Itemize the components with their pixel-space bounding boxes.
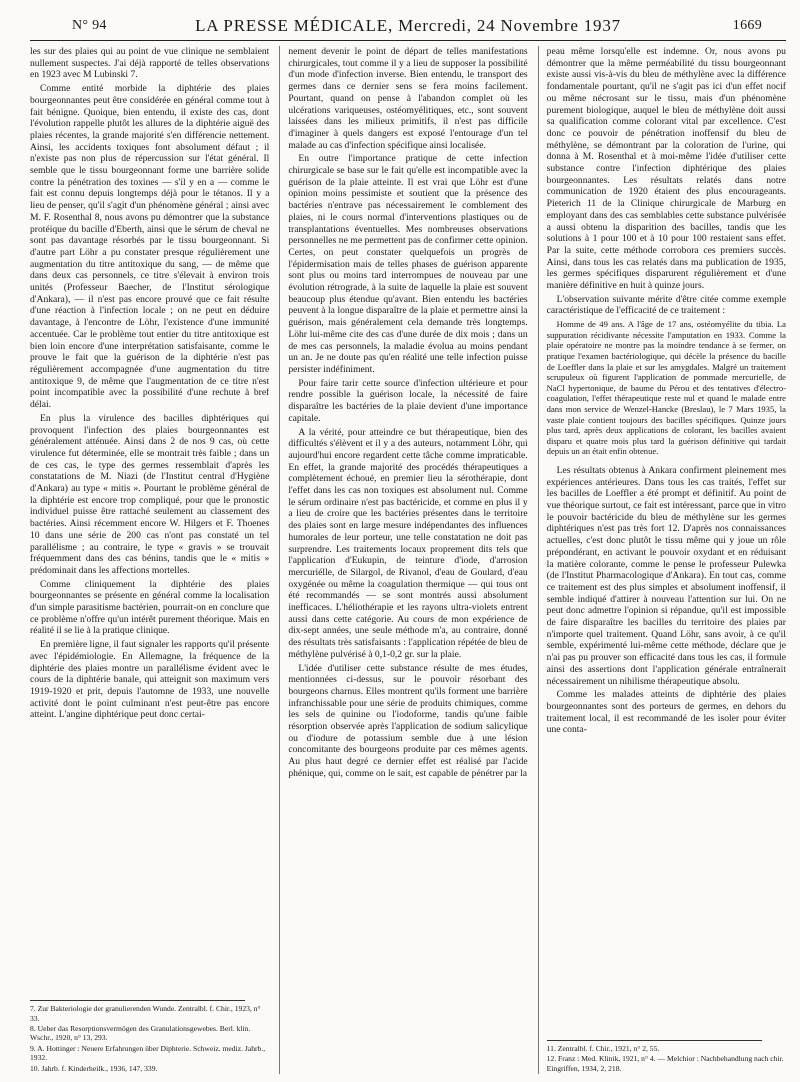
footnote: 9. A. Hottinger : Neuere Erfahrungen über Diphterie. Schweiz. mediz. Jahrb., 1932. xyxy=(30,1043,266,1063)
paragraph: Les résultats obtenus à Ankara confirment pleinement mes expériences antérieures. Dans tous les cas traités, l'effet sur les bacilles de Loeffler a été prompt et définitif. Au point de vue théorique surtout, ce fait est intéressant, parce que in vitro le pouvoir bactéricide du bleu de méthylène sur les germes diphtériques n'est pas très fort 12. D'après nos connaissances actuelles, c'est donc plutôt le tissu même qui y joue un rôle prépondérant, en activant le pouvoir oxydant et en réduisant la matière colorante, comme le pense le professeur Pulewka (de l'Institut Pharmacologique d'Ankara). En tout cas, comme ce traitement est des plus simples et absolument inoffensif, il semble indiqué d'attirer à nouveau l'attention sur lui. On ne peut donc admettre l'opinion si répandue, qu'il est impossible de faire disparaître les bacilles du territoire des plaies par n'importe quel traitement. Quand Löhr, sans avoir, à ce qu'il semble, expérimenté lui-même cette méthode, déclare que je n'ai pas pu prouver son efficacité dans tous les cas, il formule ainsi des assertions dont l'application générale entraînerait nécessairement un nihilisme thérapeutique absolu. xyxy=(546,464,786,687)
column-3 xyxy=(538,46,786,1074)
column-2 xyxy=(279,46,527,1074)
journal-title: LA PRESSE MÉDICALE, Mercredi, 24 Novembre 1937 xyxy=(195,16,621,35)
paragraph: En plus la virulence des bacilles diphtériques qui provoquent l'infection des plaies bourgeonnantes est généralement atténuée. Ainsi dans 2 de nos 9 cas, où cette virulence fut déterminée, elle se montrait très faible ; dans un de ces cas, le type des germes ressemblait d'après les constatations de M. Niazi (de l'Institut central d'Hygiène d'Ankara) au type « mitis ». Pourtant le problème général de la diphtérie est encore trop compliqué, pour que le pronostic individuel puisse être rattaché seulement au classement des bactéries. Ainsi récemment encore W. Hilgers et F. Thoenes 10 dans une série de 200 cas n'ont pas constaté un tel parallélisme ; au contraire, le type « gravis » se trouvait fréquemment dans des cas bénins, tandis que le « mitis » prédominait dans les affections mortelles. xyxy=(30,412,270,576)
paragraph: peau même lorsqu'elle est indemne. Or, nous avons pu démontrer que la même perméabilité du tissu bourgeonnant existe aussi vis-à-vis du bleu de méthylène avec la différence fondamentale pourtant, qu'il ne s'agit pas ici d'un effet nocif ou même nécrosant sur le tissu, mais d'un phénomène purement biologique, auquel le bleu de méthylène doit aussi sa qualification comme colorant vital par excellence. C'est donc ce pouvoir de pénétration inoffensif du bleu de méthylène, se démontrant par la coloration de l'urine, qui donna à M. Rosenthal et à moi-même l'idée d'utiliser cette substance contre l'infection diphtérique des plaies bourgeonnantes. Les résultats relatés dans notre communication de 1920 étaient des plus encourageants. Pieterich 11 de la Clinique chirurgicale de Marburg en employant dans des cas semblables cette substance pulvérisée a aussi obtenu la disparition des bacilles, tandis que les solutions à 1 pour 100 et à 10 pour 100 restaient sans effet. Par la suite, cette méthode corrobora ces premiers succès. Ainsi, dans tous les cas relatés dans ma publication de 1935, les germes spécifiques disparurent régulièrement et d'une manière définitive en huit à quinze jours. xyxy=(546,46,786,292)
text-columns xyxy=(30,46,786,1074)
footnote: 8. Ueber das Resorptionsvermögen des Granulationsgewebes. Berl. klin. Wschr., 1920, n° 13, 293. xyxy=(30,1023,251,1043)
footnote: 10. Jahrb. f. Kinderheilk., 1936, 147, 339. xyxy=(30,1063,158,1073)
header-rule xyxy=(30,40,786,41)
footnote: 7. Zur Bakteriologie der granulierenden Wunde. Zentralbl. f. Chir., 1923, n° 33. xyxy=(30,1004,261,1023)
paragraph: Comme entité morbide la diphtérie des plaies bourgeonnantes peut être considérée en général comme tout à fait bénigne. Quoique, bien entendu, il existe des cas, dont l'évolution rappelle plutôt les allures de la diphtérie aiguë des plaies récentes, la grande majorité s'en différencie nettement. Ainsi, les accidents toxiques font absolument défaut ; il n'existe pas non plus de répercussion sur l'état général. Il semble que le tissu bourgeonnant forme une barrière solide contre la pénétration des toxines — s'il y en a — comme le fait est connu depuis longtemps déjà pour le tétanos. Il y a lieu de penser, qu'il s'agit d'un phénomène général ; ainsi avec M. F. Rosenthal 8, nous avons pu démontrer que la substance protéique du bacille d'Eberth, ainsi que le sérum de cheval ne sont pas davantage résorbés par le tissu bourgeonnant. Si d'autre part Löhr a pu constater presque régulièrement une augmentation du titre antitoxique du sang, — de même que dans deux cas personnels, ce titre s'élevait à environ trois unités (Professeur Baecher, de l'Institut sérologique d'Ankara), — il n'est pas encore prouvé que ce fait résulte d'une réaction à l'infection locale ; on ne peut en déduire davantage, à l'encontre de Löhr, l'existence d'une immunité accentuée. Car le problème tout entier du titre antitoxique est bien loin encore d'une interprétation satisfaisante, comme le prouve le fait que la guérison de la diphtérie n'est pas régulièrement accompagnée d'une augmentation du titre antitoxique 9, de même que l'augmentation de ce titre n'est point incompatible avec la possibilité d'une rechute à bref délai. xyxy=(30,83,270,411)
footnote-rule xyxy=(547,1040,762,1041)
observation-case: Homme de 49 ans. A l'âge de 17 ans, ostéomyélite du tibia. La suppuration récidivante nécessite l'amputation en 1933. Comme la plaie opératoire ne montre pas la moindre tendance à se fermer, on pratique l'examen bactériologique, qui décèle la présence du bacille de Loeffler dans la plaie et sur les amygdales. Malgré un traitement scrupuleux où figurent l'application de pommade mercurielle, de NaCl hypertonique, de baume du Pérou et des tentatives d'électro-coagulation, l'effet thérapeutique reste nul et quand le malade entre dans mon service de Wenzel-Hancke (Breslau), le 7 Mars 1935, la vaste plaie contient toujours des bacilles spécifiques. Quinze jours plus tard, après deux applications de colorant, les bacilles avaient disparu et quatre mois plus tard la guérison définitive qui tardait depuis un an était enfin obtenue. xyxy=(546,319,786,457)
paragraph: En outre l'importance pratique de cette infection chirurgicale se base sur le fait qu'elle est incompatible avec la guérison de la plaie atteinte. Il est vrai que Löhr est d'une opinion moins pessimiste et soutient que la présence des bactéries n'entrave pas nécessairement le comblement des plaies, ni le cours normal d'interventions plastiques ou de transplantations éventuelles. Mes nombreuses observations personnelles ne me permettent pas de confirmer cette opinion. Certes, on peut constater quelquefois un progrès de l'épidermisation mais de telles phases de guérison apparente sont plus ou moins tard interrompues de nouveau par une évolution rétrograde, à la suite de laquelle la plaie est souvent beaucoup plus étendue qu'avant. Bien entendu les bactéries peuvent à la longue disparaître de la plaie et permettre ainsi la guérison, mais généralement cela demande très longtemps. Löhr lui-même cite des cas d'une durée de dix mois ; dans un de mes cas personnels, la maladie évolua au moins pendant un an. Je ne doute pas qu'en réalité une telle infection puisse persister indéfiniment. xyxy=(288,153,528,375)
column-1 xyxy=(30,46,269,1074)
paragraph: En première ligne, il faut signaler les rapports qu'il présente avec l'épidémiologie. En Allemagne, la fréquence de la diphtérie des plaies montre un parallélisme évident avec le cours de la diphtérie banale, qui atteignit son maximum vers 1919-1920 et prit, depuis l'automne de 1933, une nouvelle activité dont le point culminant n'est peut-être pas encore atteint. L'angine diphtérique peut donc certai- xyxy=(30,639,270,721)
paragraph: L'observation suivante mérite d'être citée comme exemple caractéristique de l'efficacité de ce traitement : xyxy=(546,293,786,317)
issue-number: N° 94 xyxy=(72,18,107,33)
footnotes xyxy=(30,994,269,1074)
paragraph: Comme les malades atteints de diphtérie des plaies bourgeonnantes sont des porteurs de germes, en dehors du traitement local, il est recommandé de les isoler pour éviter une conta- xyxy=(546,689,786,736)
page-header xyxy=(30,12,786,38)
footnote-rule xyxy=(30,1000,245,1001)
footnote: 11. Zentralbl. f. Chir., 1921, n° 2, 55. xyxy=(546,1043,660,1053)
page-number: 1669 xyxy=(732,18,762,33)
paragraph: L'idée d'utiliser cette substance résulte de mes études, mentionnées ci-dessus, sur le pouvoir résorbant des bourgeons charnus. Elles montrent qu'ils forment une barrière infranchissable pour une série de produits chimiques, comme les sels de quinine ou l'iodoforme, tandis qu'une faible résorption observée après l'application de sodium salicylique ou d'iodure de potassium semble due à une lésion concomitante des bourgeons produite par ces mêmes agents. Au plus haut degré ce dernier effet est réalisé par l'acide phénique, qui, comme on le sait, est capable de pénétrer par la xyxy=(288,662,528,779)
paragraph: nement devenir le point de départ de telles manifestations chirurgicales, tout comme il y a lieu de supposer la possibilité d'un mode d'infection inverse. Bien entendu, le transport des germes dans ce dernier sens se fera moins facilement. Pourtant, quand on pense à l'abandon complet où les ulcérations variqueuses, ostéomyélitiques, etc., sont souvent laissées dans les milieux primitifs, il n'est pas difficile d'imaginer à quels dangers est exposé l'entourage d'un tel malade au cas d'infection spécifique ainsi localisée. xyxy=(288,46,528,151)
paragraph: Pour faire tarir cette source d'infection ultérieure et pour rendre possible la guérison locale, la nécessité de faire disparaître les bactéries de la plaie devient d'une importance capitale. xyxy=(288,377,528,424)
paragraph: les sur des plaies qui au point de vue clinique ne semblaient nullement suspectes. J'ai déjà rapporté de telles observations en 1923 avec M Lubinski 7. xyxy=(30,46,270,81)
paragraph: Comme cliniquement la diphtérie des plaies bourgeonnantes se présente en général comme la localisation d'un simple parasitisme bactérien, pourrait-on en conclure que ce problème n'offre qu'un intérêt purement théorique. Mais en réalité il se lie à la pratique clinique. xyxy=(30,578,270,637)
paragraph: A la vérité, pour atteindre ce but thérapeutique, bien des difficultés s'élèvent et il y a des auteurs, notamment Löhr, qui aujourd'hui encore regardent cette tâche comme impraticable. En effet, la grande majorité des procédés thérapeutiques a complètement échoué, en premier lieu la sérothérapie, dont l'effet dans les cas non toxiques est absolument nul. Comme le sérum ordinaire n'est pas bactéricide, et comme en plus il y a lieu de croire que les bactéries présentes dans le territoire des plaies sont en large mesure indépendantes des influences humorales de leur porteur, une telle constatation ne doit pas surprendre. Les traitements locaux proprement dits tels que l'application d'Eukupin, de teinture d'iode, d'arrosion mercuriélle, de Silargol, de Rivanol, d'eau de Goulard, d'eau oxygénée ou même la coagulation thermique — qui tous ont été recommandés — se sont montrés aussi absolument inefficaces. L'héliothérapie et les rayons ultra-violets entrent aussi dans cette catégorie. Au cours de mon expérience de dix-sept années, une seule méthode m'a, au contraire, donné des résultats très satisfaisants : l'application répétée de bleu de méthylène pulvérisé à 0,1-0,2 gr. sur la plaie. xyxy=(288,426,528,660)
footnote: 12. Franz : Med. Klinik, 1921, n° 4. — Melchior : Nachbehandlung nach chir. Eingriffen, 1934, 2, 218. xyxy=(546,1054,784,1073)
footnotes xyxy=(547,1034,786,1074)
